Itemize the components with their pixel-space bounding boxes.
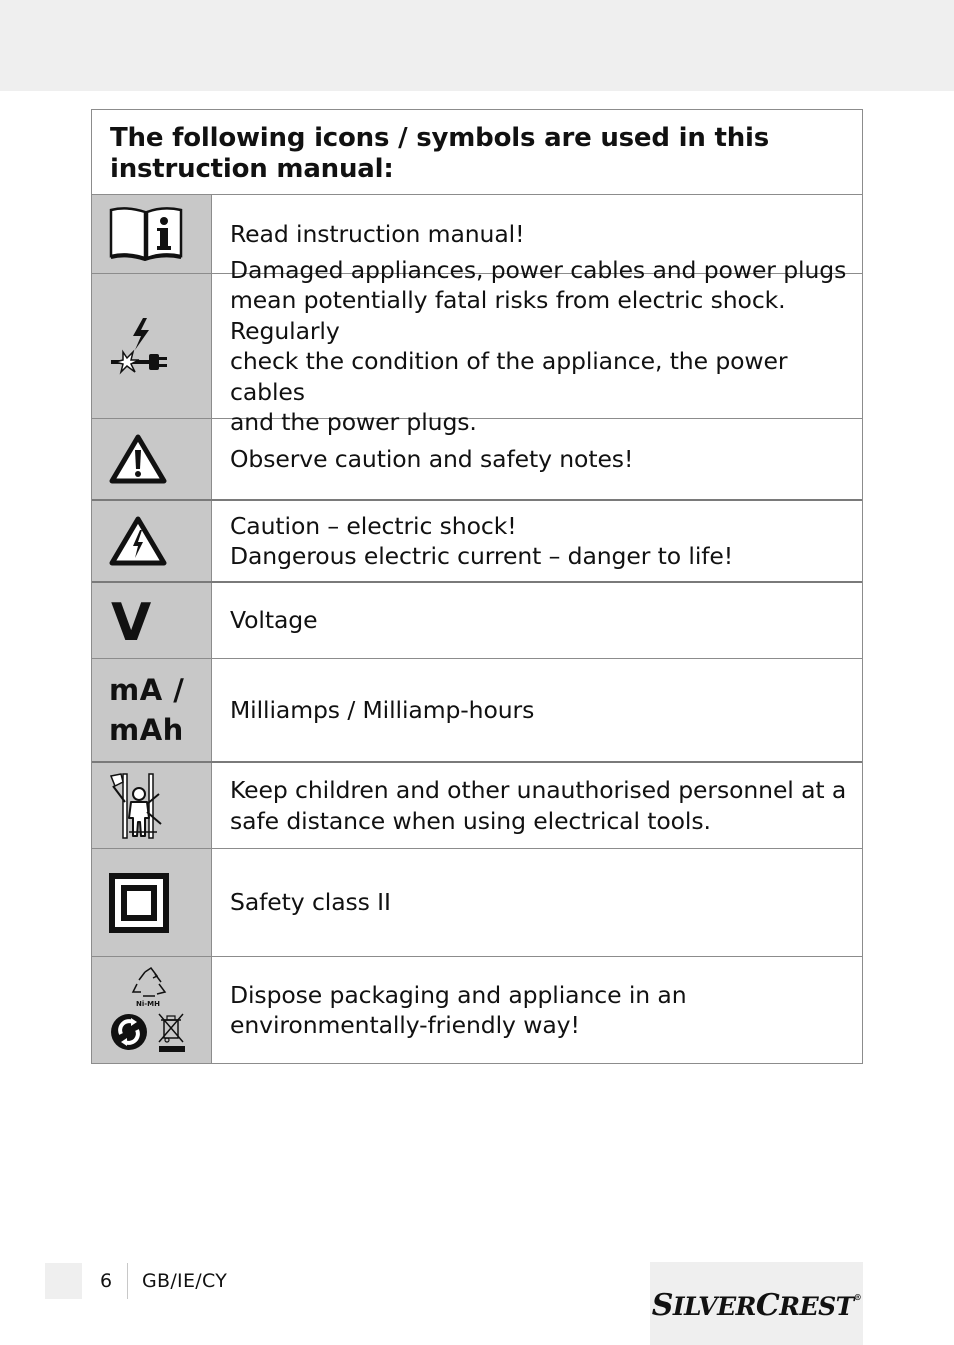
brand-word-2: REST (779, 1292, 854, 1321)
row-text-line: Dispose packaging and appliance in an (230, 980, 687, 1009)
damaged-cable-shock-icon (109, 316, 169, 376)
table-header (92, 110, 862, 195)
table-row (92, 419, 862, 501)
table-row (92, 583, 862, 659)
registered-mark: ® (853, 1292, 862, 1302)
milliamp-hour-symbol-line: mAh (109, 713, 184, 747)
text-cell (212, 255, 862, 436)
country-codes: GB/IE/CY (142, 1270, 228, 1292)
text-cell (212, 501, 862, 581)
brand-logo-text (652, 1288, 862, 1323)
voltage-icon (109, 596, 159, 646)
icon-cell (92, 763, 212, 848)
row-text-line: environmentally-friendly way! (230, 1011, 580, 1039)
text-cell (212, 659, 862, 761)
row-text-line: Dangerous electric current – danger to life! (230, 542, 734, 570)
header-line-2: instruction manual: (110, 154, 394, 184)
electric-shock-triangle-icon (109, 516, 167, 566)
icon-cell (92, 501, 212, 581)
icon-cell (92, 583, 212, 658)
row-text-line: check the condition of the appliance, the power cables (230, 347, 788, 406)
icon-cell (92, 195, 212, 273)
row-text-line: Read instruction manual! (230, 219, 525, 248)
milliamp-icon (92, 659, 212, 761)
symbols-table (91, 109, 863, 1064)
text-cell (212, 957, 862, 1063)
row-text-line: Voltage (230, 606, 318, 635)
table-row (92, 255, 862, 436)
row-text-line: and the power plugs. (230, 408, 477, 436)
row-text-line: Safety class II (230, 888, 391, 917)
text-cell (212, 849, 862, 956)
page-number: 6 (100, 1270, 113, 1292)
table-row (92, 659, 862, 763)
row-text-line: safe distance when using electrical tools. (230, 806, 711, 835)
brand-initial-2: C (755, 1288, 780, 1323)
footer-marker (45, 1263, 82, 1299)
icon-cell (92, 419, 212, 499)
green-dot-icon (111, 1014, 147, 1050)
brand-logo (650, 1262, 863, 1345)
row-text-line: mean potentially fatal risks from electric shock. Regularly (230, 286, 786, 345)
table-row (92, 501, 862, 583)
icon-cell (92, 274, 212, 418)
row-text-line: Observe caution and safety notes! (230, 444, 634, 473)
row-text-line: Damaged appliances, power cables and power plugs (230, 255, 847, 284)
voltage-symbol: V (111, 595, 152, 646)
brand-word-1: ILVER (672, 1292, 756, 1321)
table-row (92, 957, 862, 1063)
text-cell (212, 583, 862, 658)
header-line-1: The following icons / symbols are used in this (110, 123, 770, 153)
row-text-line: Keep children and other unauthorised personnel at a (230, 776, 847, 804)
caution-triangle-icon (109, 434, 167, 484)
row-text-line: Milliamps / Milliamp-hours (230, 695, 535, 724)
row-text-line: Caution – electric shock! (230, 511, 517, 540)
table-row (92, 849, 862, 957)
keep-children-away-icon (109, 772, 165, 840)
recycling-disposal-icon (109, 966, 187, 1054)
table-row (92, 763, 862, 849)
instruction-manual-icon (109, 206, 183, 262)
text-cell (212, 763, 862, 848)
brand-initial-1: S (651, 1288, 673, 1323)
icon-cell (92, 849, 212, 956)
text-cell (212, 419, 862, 499)
recycle-arrows-icon (133, 968, 165, 996)
safety-class-ii-icon (109, 873, 169, 933)
crossed-bin-icon (159, 1014, 185, 1052)
top-bar (0, 0, 954, 91)
icon-cell (92, 957, 212, 1063)
milliamp-symbol-line: mA / (109, 673, 185, 707)
footer-divider (127, 1263, 128, 1299)
nimh-label: Ni-MH (136, 1000, 160, 1008)
